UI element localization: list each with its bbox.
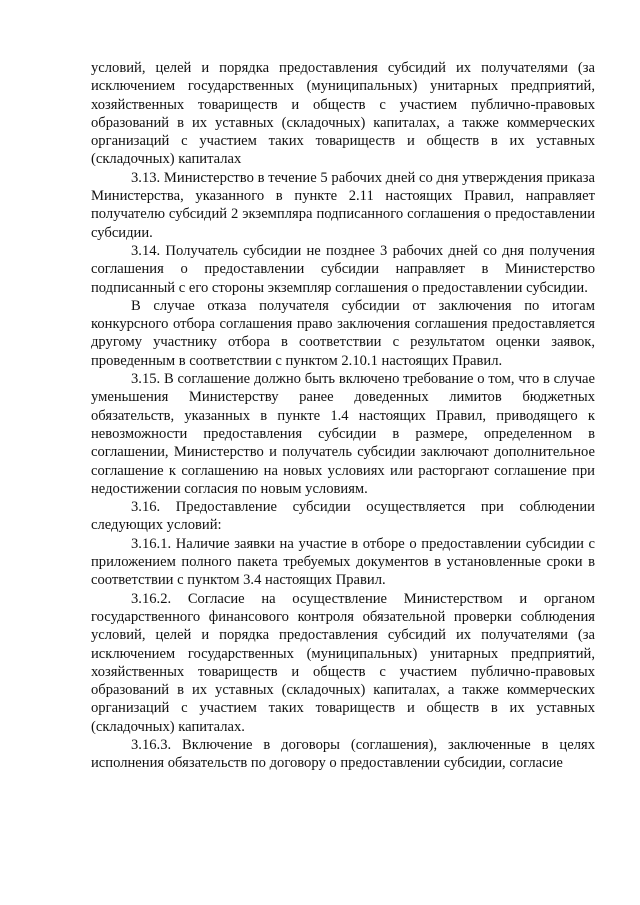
paragraph-3-16-3: 3.16.3. Включение в договоры (соглашения), заключенные в целях исполнения обязательств по договору о предоставлении субсидии, согласие	[91, 736, 595, 772]
paragraph-3-15: 3.15. В соглашение должно быть включено требование о том, что в случае уменьшения Министерству ранее доведенных лимитов бюджетных обязательств, указанных в пункте 1.4 настоящих Правил, приводящего к невозможности предоставления субсидии в размере, определенном в соглашении, Министерство и получатель субсидии заключают дополнительное соглашение к соглашению на новых условиях или расторгают соглашение при недостижении согласия по новым условиям.	[91, 371, 595, 497]
paragraph-3-16: 3.16. Предоставление субсидии осуществляется при соблюдении следующих условий:	[91, 499, 595, 534]
document-body	[91, 59, 595, 773]
paragraph-continuation: условий, целей и порядка предоставления субсидий их получателями (за исключением государственных (муниципальных) унитарных предприятий, хозяйственных товариществ и обществ с участием публично-правовых образований в их уставных (складочных) капиталах, а также коммерческих организаций с участием таких товариществ и обществ в их уставных (складочных) капиталах	[91, 60, 595, 168]
paragraph-refusal: В случае отказа получателя субсидии от заключения по итогам конкурсного отбора соглашения право заключения соглашения предоставляется другому участнику отбора в соответствии с результатом оценки заявок, проведенным в соответствии с пунктом 2.10.1 настоящих Правил.	[91, 297, 595, 369]
paragraph-3-16-1: 3.16.1. Наличие заявки на участие в отборе о предоставлении субсидии с приложением полного пакета требуемых документов в установленные сроки в соответствии с пунктом 3.4 настоящих Правил.	[91, 535, 595, 589]
paragraph-3-14: 3.14. Получатель субсидии не позднее 3 рабочих дней со дня получения соглашения о предоставлении субсидии направляет в Министерство подписанный с его стороны экземпляр соглашения о предоставлении субсидии.	[91, 242, 595, 296]
paragraph-3-13: 3.13. Министерство в течение 5 рабочих дней со дня утверждения приказа Министерства, указанного в пункте 2.11 настоящих Правил, направляет получателю субсидий 2 экземпляра подписанного соглашения о предоставлении субсидии.	[91, 169, 595, 241]
paragraph-3-16-2: 3.16.2. Согласие на осуществление Министерством и органом государственного финансового контроля обязательной проверки соблюдения условий, целей и порядка предоставления субсидий их получателями (за исключением государственных (муниципальных) унитарных предприятий, хозяйственных товариществ и обществ с участием публично-правовых образований в их уставных (складочных) капиталах, а также коммерческих организаций с участием таких товариществ и обществ в их уставных (складочных) капиталах.	[91, 590, 595, 735]
